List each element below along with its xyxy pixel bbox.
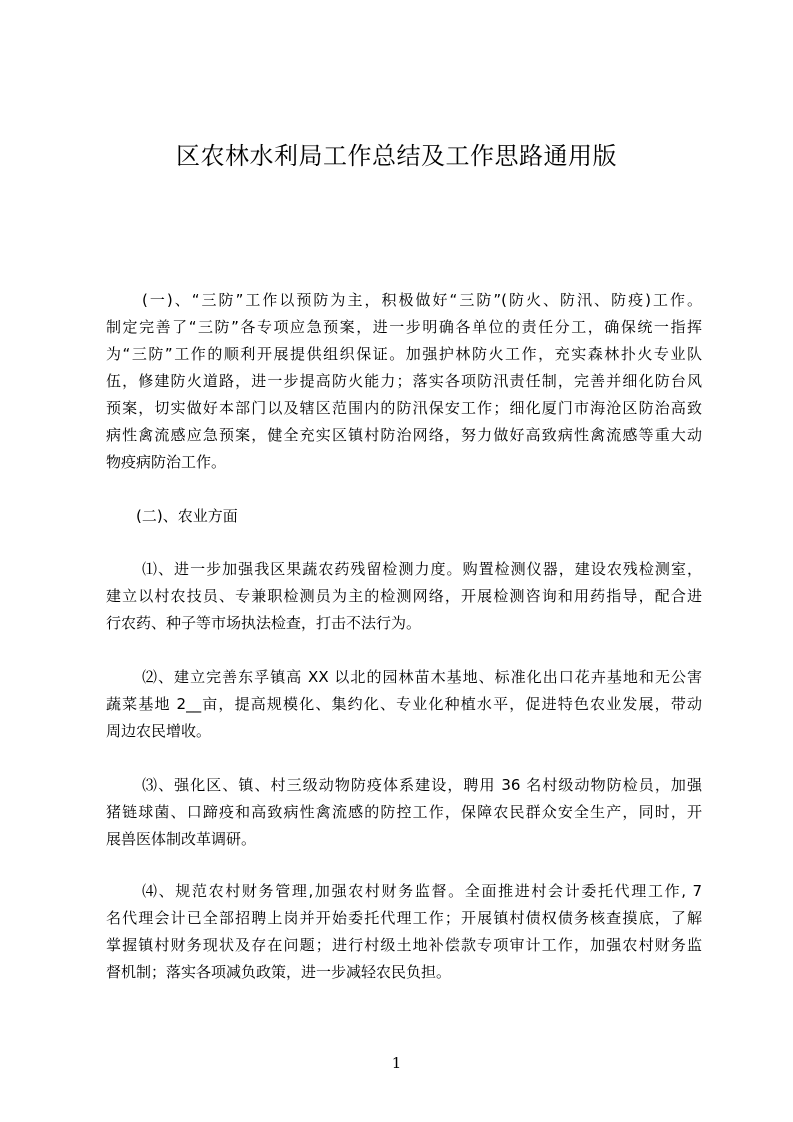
paragraph-line: 物疫病防治工作。: [106, 453, 227, 471]
paragraph-line: 行农药、种子等市场执法检查，打击不法行为。: [106, 614, 422, 632]
paragraph-line: 病性禽流感应急预案，健全充实区镇村防治网络，努力做好高致病性禽流感等重大动: [106, 426, 702, 444]
paragraph-line: 周边农民增收。: [106, 722, 212, 740]
section-heading-line: (二)、农业方面: [136, 507, 238, 525]
paragraph-line: 蔬菜基地 2__亩，提高规模化、集约化、专业化种植水平，促进特色农业发展，带动: [106, 695, 702, 713]
paragraph-item-1: [106, 556, 702, 637]
paragraph-line: 制定完善了“三防”各专项应急预案，进一步明确各单位的责任分工，确保统一指挥: [106, 318, 702, 336]
paragraph-item-2: [106, 664, 702, 745]
paragraph-line: 为“三防”工作的顺利开展提供组织保证。加强护林防火工作，充实森林扑火专业队: [106, 345, 702, 363]
paragraph-line: ⑶、强化区、镇、村三级动物防疫体系建设，聘用 36 名村级动物防检员，加强: [142, 776, 702, 794]
paragraph-line: 猪链球菌、口蹄疫和高致病性禽流感的防控工作，保障农民群众安全生产，同时，开: [106, 803, 702, 821]
paragraph-line: 名代理会计已全部招聘上岗并开始委托代理工作；开展镇村债权债务核查摸底，了解: [106, 909, 702, 927]
paragraph-line: 展兽医体制改革调研。: [106, 830, 257, 848]
document-title: 区农林水利局工作总结及工作思路通用版: [176, 142, 617, 170]
paragraph-line: 预案，切实做好本部门以及辖区范围内的防汛保安工作；细化厦门市海沧区防治高致: [106, 399, 702, 417]
paragraph-line: ⑷、规范农村财务管理,加强农村财务监督。全面推进村会计委托代理工作, 7: [142, 882, 702, 900]
paragraph-line: 伍，修建防火道路，进一步提高防火能力；落实各项防汛责任制，完善并细化防台风: [106, 372, 702, 390]
paragraph-line: 督机制；落实各项减负政策，进一步减轻农民负担。: [106, 963, 452, 981]
paragraph-item-3: [106, 772, 702, 853]
paragraph-sanfang: [106, 287, 702, 476]
paragraph-line: 掌握镇村财务现状及存在问题；进行村级土地补偿款专项审计工作，加强农村财务监: [106, 936, 702, 954]
paragraph-line: (一)、“三防”工作以预防为主，积极做好“三防”(防火、防汛、防疫)工作。: [142, 291, 702, 309]
paragraph-line: ⑴、进一步加强我区果蔬农药残留检测力度。购置检测仪器，建设农残检测室，: [142, 560, 702, 578]
page-number: 1: [391, 1054, 402, 1072]
section-heading-agriculture: [106, 503, 702, 530]
paragraph-item-4: [106, 878, 702, 986]
paragraph-line: 建立以村农技员、专兼职检测员为主的检测网络，开展检测咨询和用药指导，配合进: [106, 587, 702, 605]
paragraph-line: ⑵、建立完善东孚镇高 XX 以北的园林苗木基地、标准化出口花卉基地和无公害: [142, 668, 702, 686]
